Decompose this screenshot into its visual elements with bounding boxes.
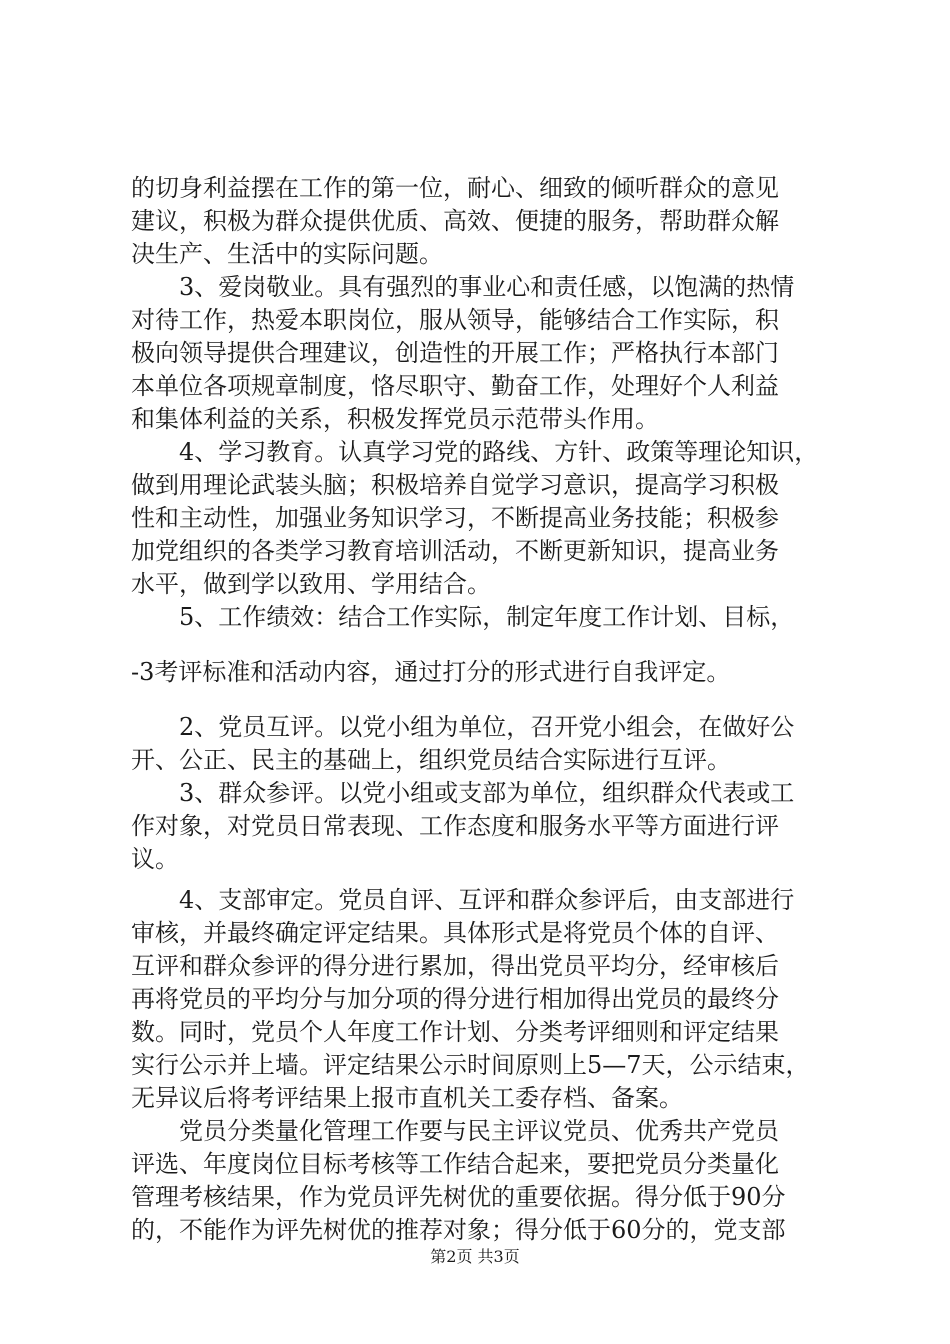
text-line: 评选、年度岗位目标考核等工作结合起来，要把党员分类量化	[131, 1150, 779, 1178]
page-number-label: 第2页 共3页	[430, 1247, 520, 1266]
text-line: 建议，积极为群众提供优质、高效、便捷的服务，帮助群众解	[131, 207, 779, 235]
text-line: 的切身利益摆在工作的第一位，耐心、细致的倾听群众的意见	[131, 174, 779, 202]
page-footer	[0, 1247, 950, 1267]
text-line: 水平，做到学以致用、学用结合。	[131, 570, 491, 598]
text-line: 对待工作，热爱本职岗位，服从领导，能够结合工作实际，积	[131, 306, 779, 334]
text-line: 做到用理论武装头脑；积极培养自觉学习意识，提高学习积极	[131, 471, 779, 499]
text-line: 4、学习教育。认真学习党的路线、方针、政策等理论知识，	[179, 438, 819, 466]
text-line: 5、工作绩效：结合工作实际，制定年度工作计划、目标，	[179, 603, 795, 631]
page-break-line: -3考评标准和活动内容，通过打分的形式进行自我评定。	[131, 658, 731, 686]
paragraph-group-3	[131, 884, 831, 1247]
text-line: 和集体利益的关系，积极发挥党员示范带头作用。	[131, 405, 659, 433]
text-line: 4、支部审定。党员自评、互评和群众参评后，由支部进行	[179, 886, 795, 914]
text-line: 实行公示并上墙。评定结果公示时间原则上5—7天，公示结束，	[131, 1051, 810, 1079]
text-line: 再将党员的平均分与加分项的得分进行相加得出党员的最终分	[131, 985, 779, 1013]
text-line: 管理考核结果，作为党员评先树优的重要依据。得分低于90分	[131, 1183, 786, 1211]
text-line: 3、群众参评。以党小组或支部为单位，组织群众代表或工	[179, 779, 795, 807]
text-line: 议。	[131, 845, 179, 873]
text-line: 数。同时，党员个人年度工作计划、分类考评细则和评定结果	[131, 1018, 779, 1046]
text-line: 开、公正、民主的基础上，组织党员结合实际进行互评。	[131, 746, 731, 774]
text-line: 本单位各项规章制度，恪尽职守、勤奋工作，处理好个人利益	[131, 372, 779, 400]
text-line: 加党组织的各类学习教育培训活动，不断更新知识，提高业务	[131, 537, 779, 565]
text-line: 极向领导提供合理建议，创造性的开展工作；严格执行本部门	[131, 339, 779, 367]
text-line: 性和主动性，加强业务知识学习，不断提高业务技能；积极参	[131, 504, 779, 532]
text-line: 审核，并最终确定评定结果。具体形式是将党员个体的自评、	[131, 919, 779, 947]
spacer	[131, 634, 831, 656]
text-line: 党员分类量化管理工作要与民主评议党员、优秀共产党员	[179, 1117, 779, 1145]
text-line: 无异议后将考评结果上报市直机关工委存档、备案。	[131, 1084, 683, 1112]
text-line: 互评和群众参评的得分进行累加，得出党员平均分，经审核后	[131, 952, 779, 980]
paragraph-group-2	[131, 711, 831, 876]
text-line: 的，不能作为评先树优的推荐对象；得分低于60分的，党支部	[131, 1216, 786, 1244]
text-line: 3、爱岗敬业。具有强烈的事业心和责任感，以饱满的热情	[179, 273, 795, 301]
text-line: 2、党员互评。以党小组为单位，召开党小组会，在做好公	[179, 713, 795, 741]
spacer	[131, 876, 831, 884]
spacer	[131, 689, 831, 711]
paragraph-group-1	[131, 172, 831, 634]
text-line: 决生产、生活中的实际问题。	[131, 240, 443, 268]
document-body	[131, 172, 831, 1247]
text-line: 作对象，对党员日常表现、工作态度和服务水平等方面进行评	[131, 812, 779, 840]
